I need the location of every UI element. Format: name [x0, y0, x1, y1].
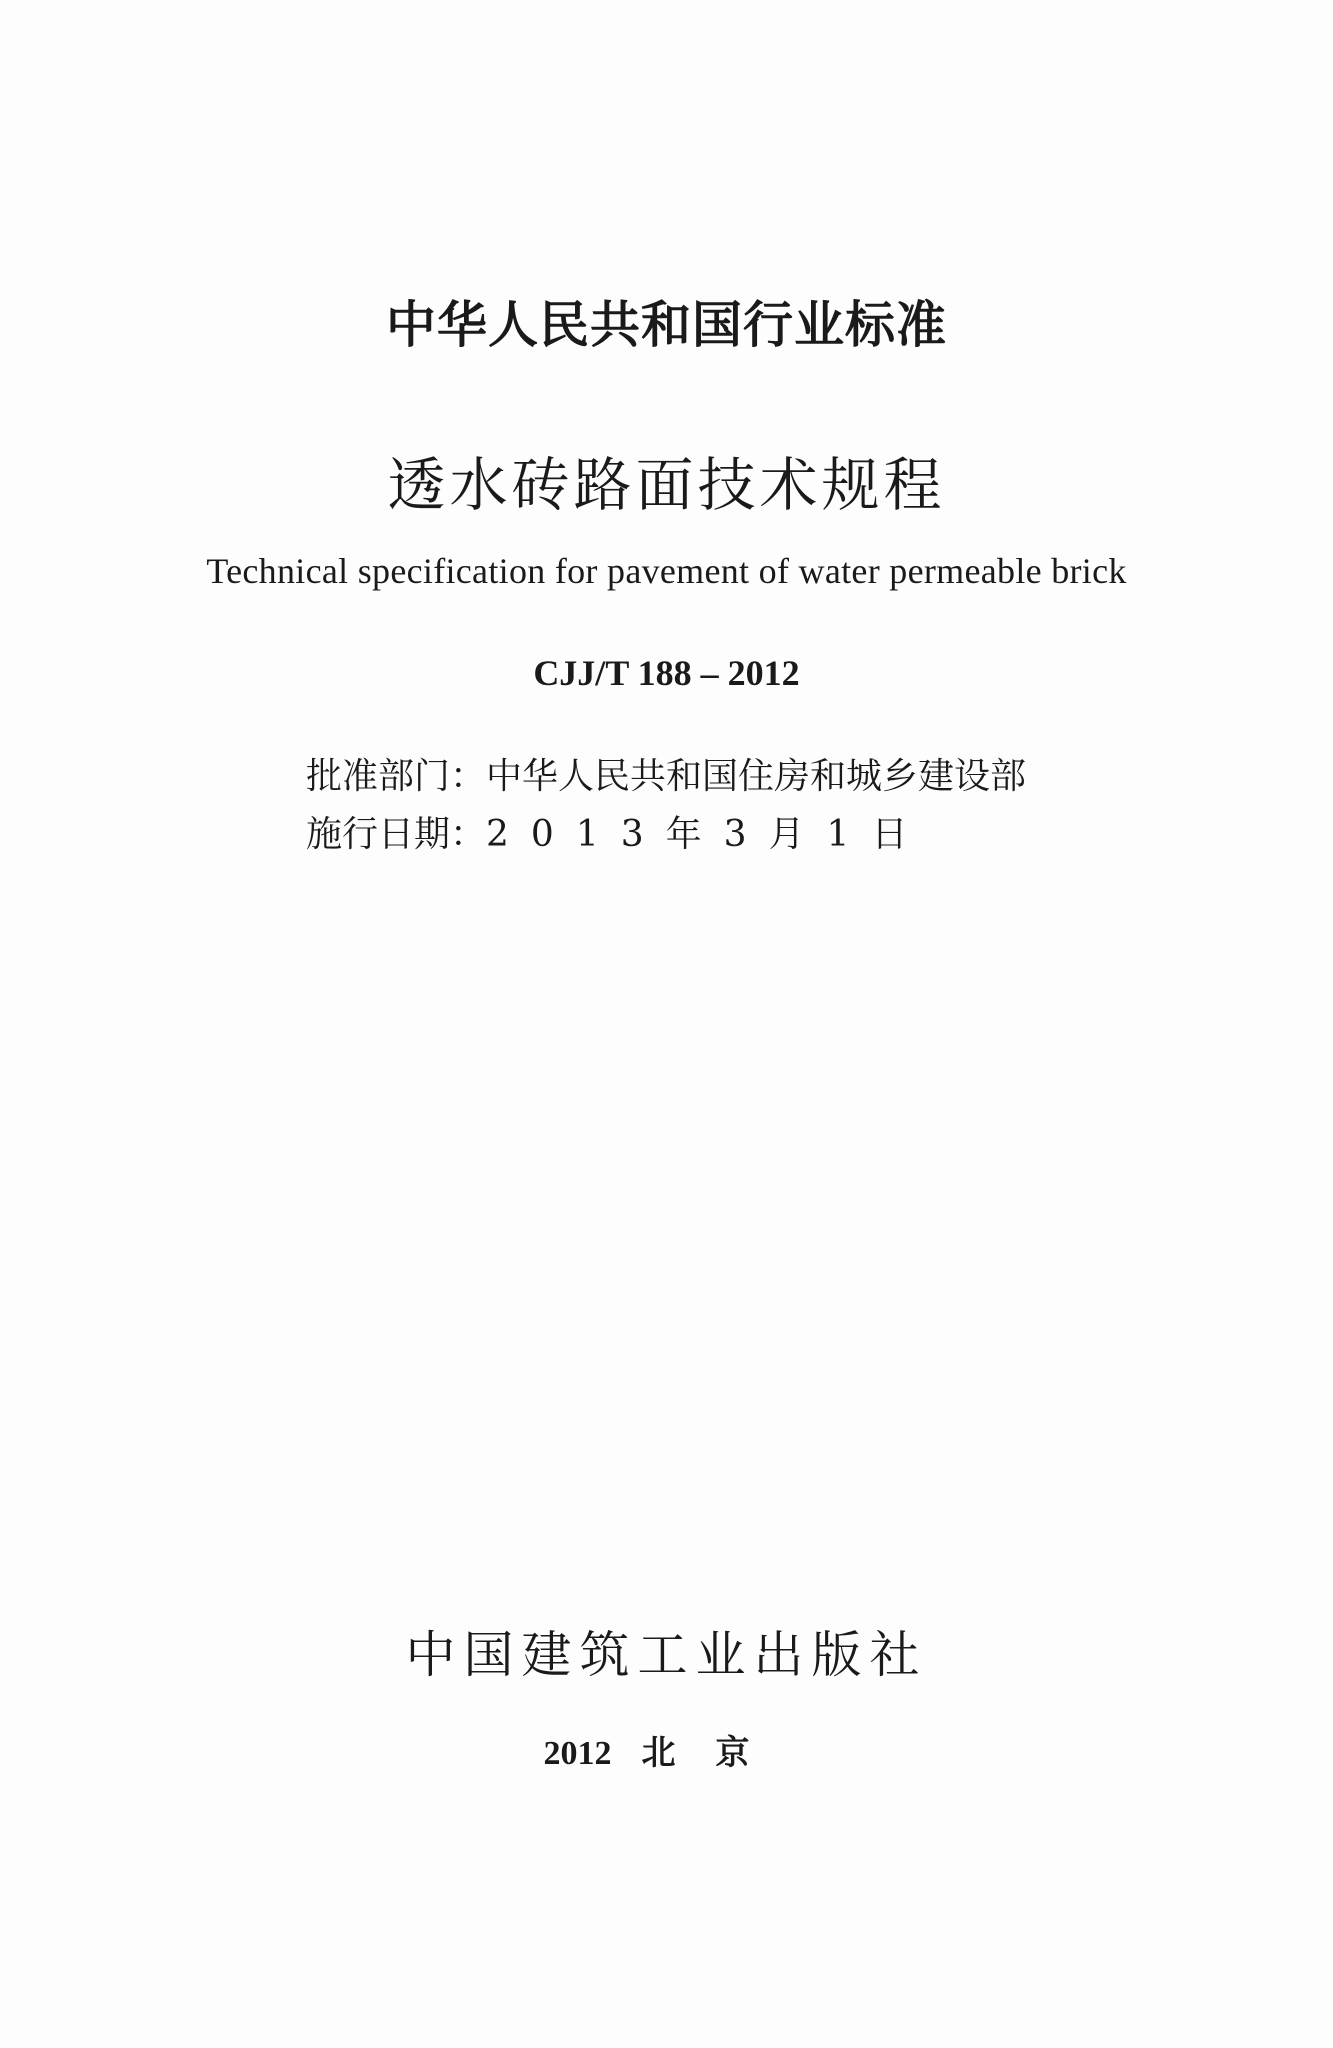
approval-label: 批准部门： — [306, 756, 487, 797]
effective-date-label: 施行日期： — [306, 814, 487, 855]
document-metadata — [306, 748, 1026, 864]
approval-value: 中华人民共和国住房和城乡建设部 — [486, 756, 1027, 797]
document-title-english: Technical specification for pavement of water permeable brick — [206, 551, 1127, 591]
standard-code: CJJ/T 188 – 2012 — [533, 653, 800, 693]
effective-date-value: 2013年3月1日 — [486, 814, 930, 855]
publisher-name: 中国建筑工业出版社 — [405, 1626, 928, 1684]
effective-date-row — [306, 806, 1026, 864]
publication-year: 2012 — [543, 1735, 612, 1772]
approval-row — [306, 748, 1026, 806]
standard-series-heading: 中华人民共和国行业标准 — [386, 296, 947, 354]
publication-year-place — [0, 1725, 1333, 1774]
publication-city: 北京 — [641, 1733, 790, 1773]
document-title-chinese: 透水砖路面技术规程 — [387, 451, 946, 519]
